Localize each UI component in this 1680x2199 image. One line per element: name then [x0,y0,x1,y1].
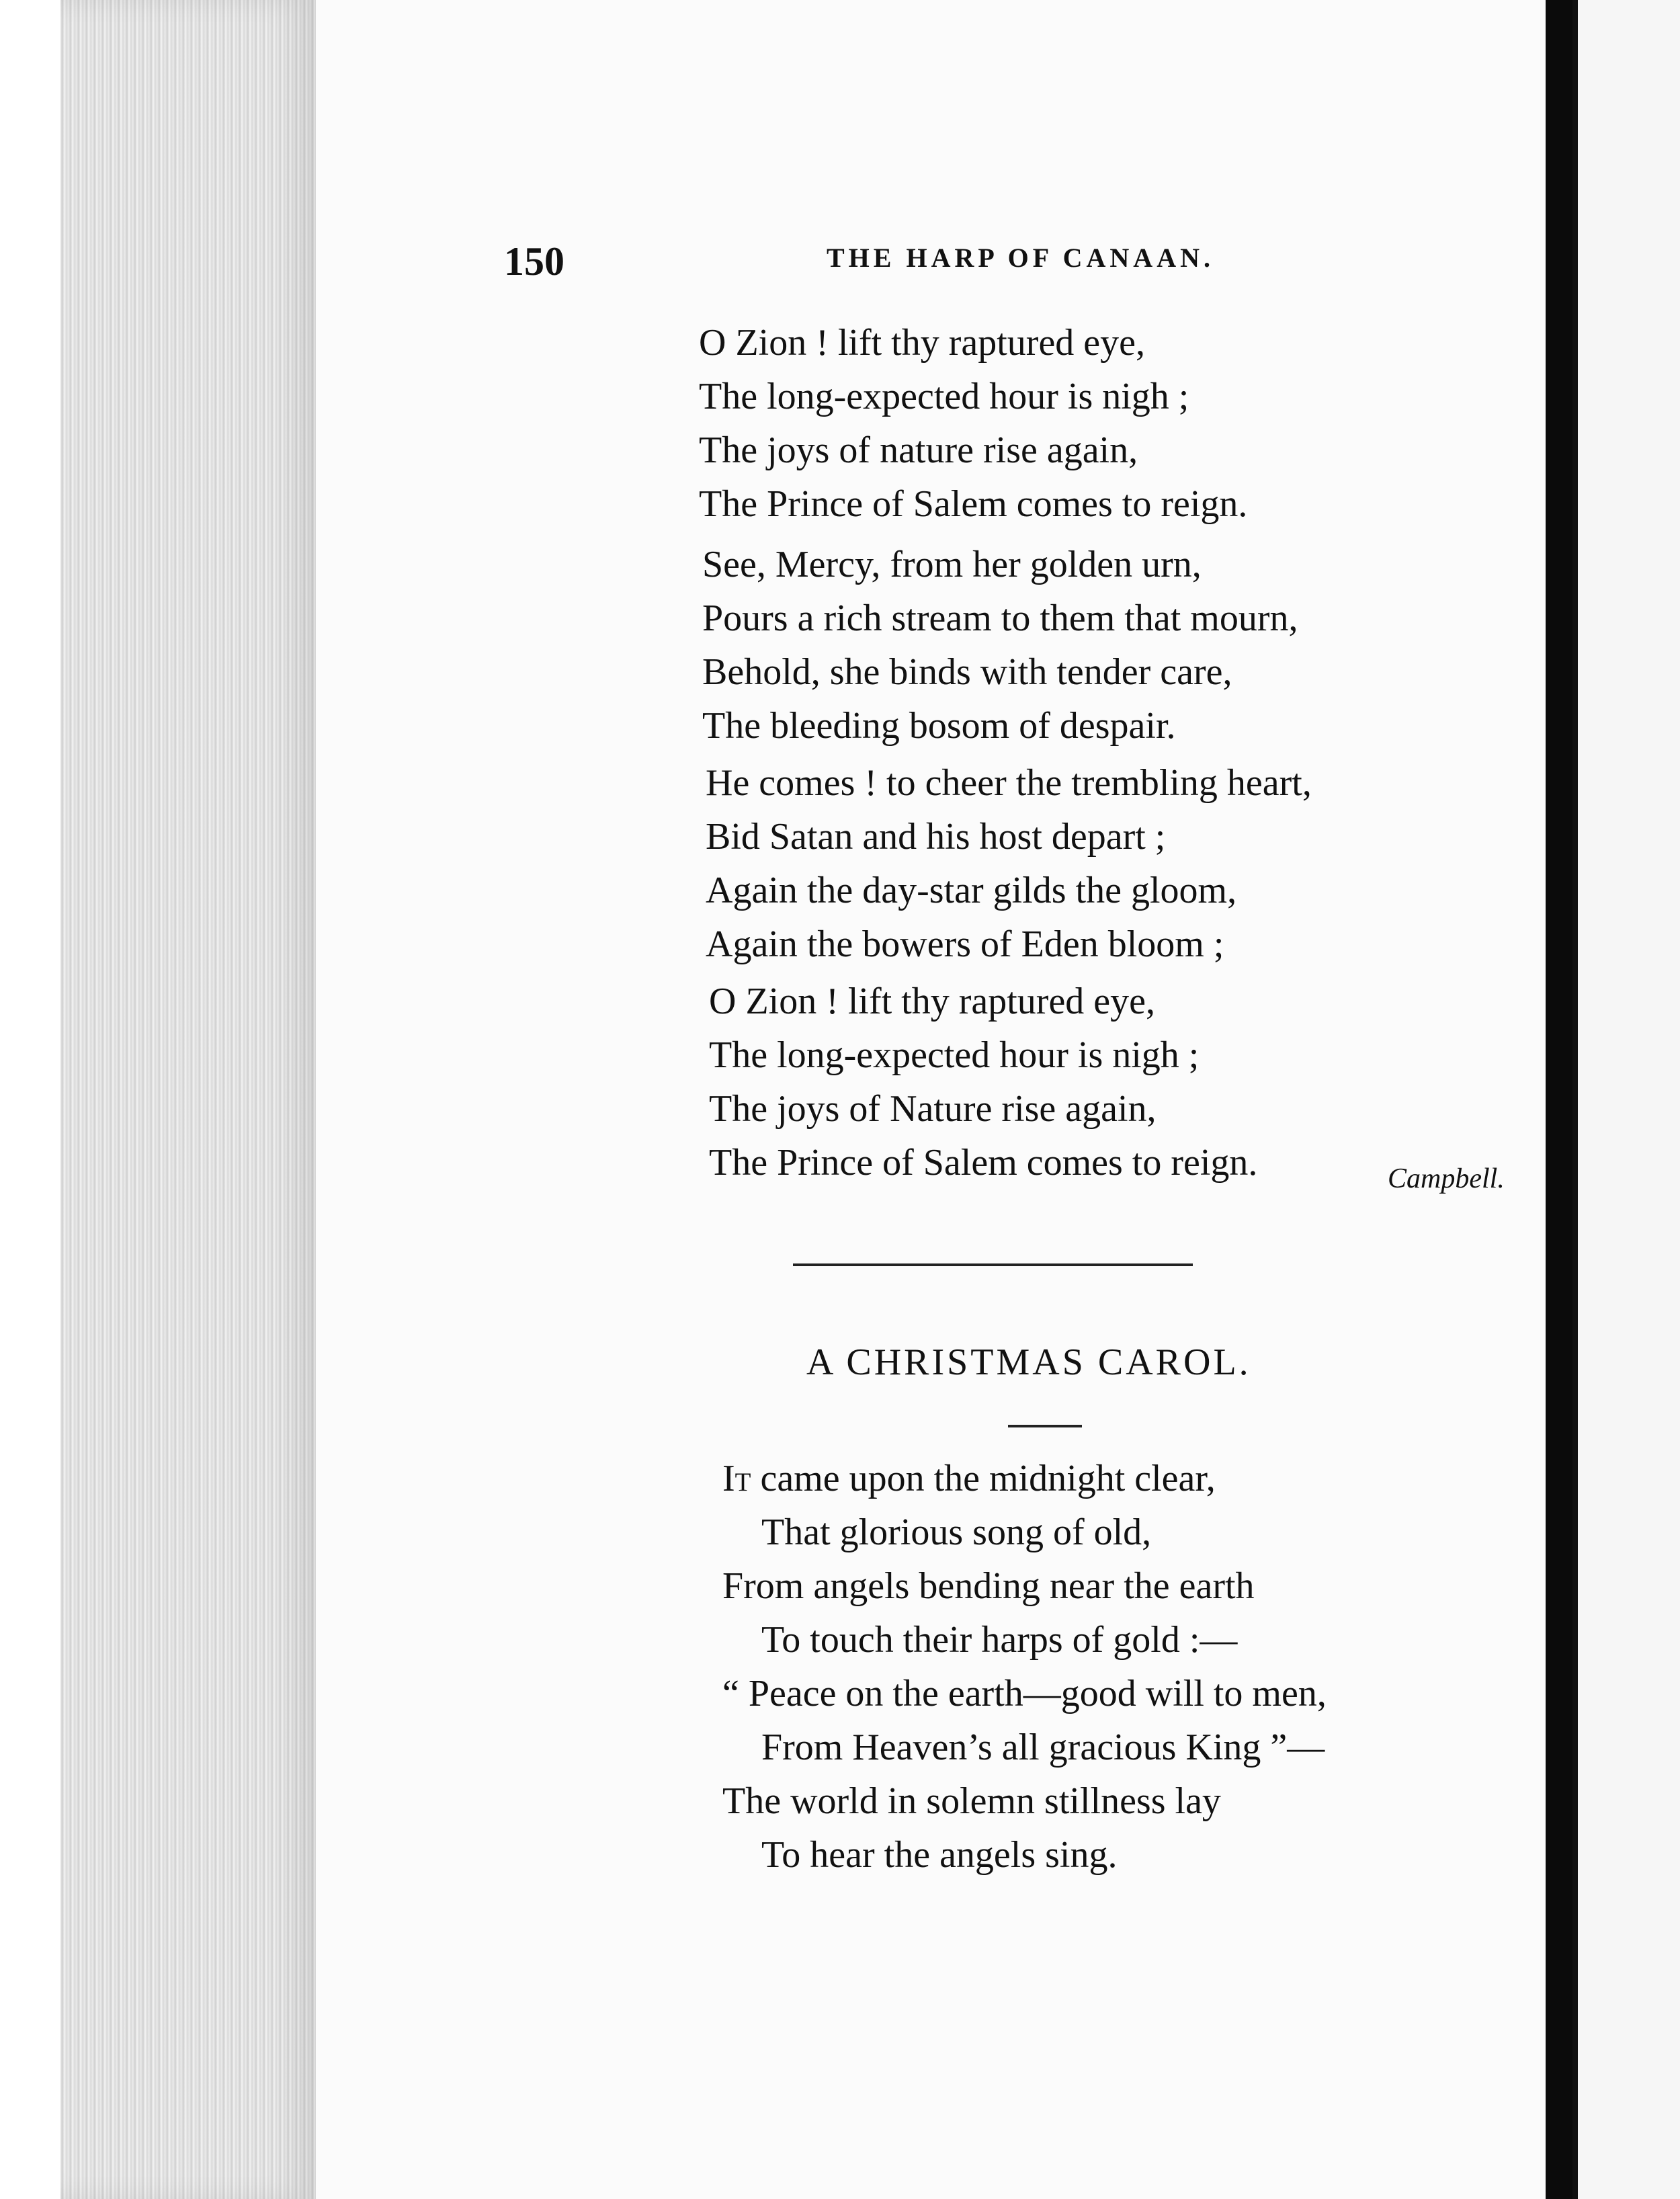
verse-line: Behold, she binds with tender care, [702,651,1232,693]
stanza-1 [699,316,1247,531]
verse-line: He comes ! to cheer the trembling heart, [706,762,1312,804]
verse-line: “ Peace on the earth—good will to men, [722,1673,1327,1714]
stanza-3 [706,756,1312,971]
verse-line: From angels bending near the earth [722,1565,1255,1607]
verse-line: The Prince of Salem comes to reign. [699,483,1248,525]
stanza-2 [702,538,1298,753]
title-underline-rule [1008,1425,1082,1427]
book-gutter-shadow [1546,0,1572,2199]
verse-line: Bid Satan and his host depart ; [706,816,1166,858]
verse-line: The joys of Nature rise again, [709,1088,1157,1130]
carol-stanza [722,1452,1327,1882]
verse-line: The Prince of Salem comes to reign. [709,1142,1258,1184]
verse-line: The long-expected hour is nigh ; [709,1034,1200,1076]
verse-line: The joys of nature rise again, [699,429,1138,471]
verse-line: Again the day-star gilds the gloom, [706,870,1237,911]
poem-title: A CHRISTMAS CAROL. [806,1341,1251,1383]
facing-page-edge [1572,0,1680,2199]
verse-line: O Zion ! lift thy raptured eye, [709,981,1156,1022]
verse-line: The world in solemn stillness lay [722,1780,1221,1822]
poem-attribution: Campbell. [1388,1163,1505,1194]
drop-initial-word: It [722,1458,751,1499]
verse-line: O Zion ! lift thy raptured eye, [699,322,1146,364]
verse-line: See, Mercy, from her golden urn, [702,544,1202,585]
scan-margin-left [0,0,60,2199]
verse-line: That glorious song of old, [761,1511,1152,1553]
section-divider-rule [793,1263,1193,1266]
verse-line-first [722,1452,1327,1505]
verse-line: Again the bowers of Eden bloom ; [706,923,1224,965]
verse-line: To touch their harps of gold :— [761,1619,1238,1661]
first-line-rest: came upon the midnight clear, [751,1458,1216,1499]
page-number: 150 [504,239,564,284]
verse-line: To hear the angels sing. [761,1834,1118,1876]
stanza-4 [709,974,1257,1190]
verse-line: The bleeding bosom of despair. [702,705,1176,747]
running-title: THE HARP OF CANAAN. [827,243,1214,273]
verse-line: The long-expected hour is nigh ; [699,376,1189,417]
book-page-edges [60,0,316,2199]
verse-line: Pours a rich stream to them that mourn, [702,597,1298,639]
verse-line: From Heaven’s all gracious King ”— [761,1727,1325,1768]
